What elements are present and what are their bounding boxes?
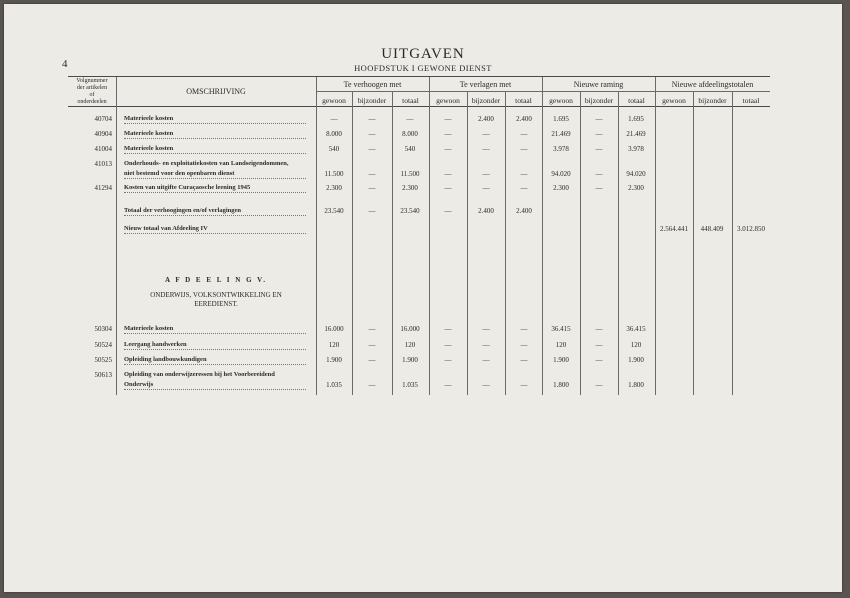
row-value: 2.300 <box>628 184 644 192</box>
row-value: — <box>368 207 376 215</box>
row-value: 1.800 <box>628 381 644 389</box>
row-value: — <box>595 341 603 349</box>
row-value: 21.469 <box>551 130 571 138</box>
row-value: — <box>482 170 490 178</box>
row-number: 41013 <box>94 160 112 168</box>
page-subtitle: HOOFDSTUK I GEWONE DIENST <box>354 63 492 73</box>
row-value: 36.415 <box>626 325 646 333</box>
row-description: Onderhouds- en exploitatiekosten van Landseigendommen, <box>124 160 289 167</box>
page-number: 4 <box>62 58 68 70</box>
row-value: — <box>444 341 452 349</box>
row-value: 23.540 <box>400 207 420 215</box>
row-value: 1.695 <box>628 115 644 123</box>
subcol-totaal: totaal <box>515 96 532 105</box>
row-value: — <box>595 356 603 364</box>
row-value: 23.540 <box>324 207 344 215</box>
row-description: Onderwijs <box>124 381 154 388</box>
row-value: 94.020 <box>626 170 646 178</box>
row-value: — <box>444 207 452 215</box>
subcol-bijzonder: bijzonder <box>584 96 614 105</box>
row-value: — <box>595 381 603 389</box>
row-description: Opleiding van onderwijzeressen bij het Voorbereidend <box>124 371 275 378</box>
row-number: 41294 <box>94 184 112 192</box>
header-volgnummer-line: of <box>89 92 95 98</box>
row-description: Leergang handwerken <box>124 341 187 348</box>
row-value: — <box>444 115 452 123</box>
header-nieuwe-afdeelingstotalen: Nieuwe afdeelingstotalen <box>671 80 754 89</box>
row-description-line <box>124 224 306 234</box>
row-description: Nieuw totaal van Afdeeling IV <box>124 225 208 232</box>
row-value: 3.012.850 <box>737 225 765 233</box>
row-description: Materieele kosten <box>124 145 174 152</box>
row-value: 1.900 <box>326 356 342 364</box>
row-value: — <box>368 325 376 333</box>
row-value: 1.900 <box>553 356 569 364</box>
row-description-line <box>124 340 306 350</box>
row-value: — <box>520 381 528 389</box>
row-value: 2.300 <box>326 184 342 192</box>
row-value: 1.900 <box>402 356 418 364</box>
row-description-line <box>124 324 306 334</box>
header-omschrijving: OMSCHRIJVING <box>186 87 246 96</box>
header-volgnummer <box>68 78 116 106</box>
subcol-bijzonder: bijzonder <box>471 96 501 105</box>
row-value: 2.400 <box>478 207 494 215</box>
row-value: — <box>368 115 376 123</box>
row-description-line <box>124 206 306 216</box>
row-value: — <box>482 341 490 349</box>
row-value: 448.409 <box>700 225 724 233</box>
row-value: 120 <box>404 341 416 349</box>
row-value: — <box>520 145 528 153</box>
subcol-gewoon: gewoon <box>322 96 346 105</box>
section-line-1: ONDERWIJS, VOLKSONTWIKKELING EN <box>150 291 282 299</box>
row-value: — <box>595 325 603 333</box>
row-value: — <box>595 184 603 192</box>
row-value: — <box>368 381 376 389</box>
col-rule <box>693 91 694 395</box>
section-title: A F D E E L I N G V. <box>164 276 268 284</box>
col-rule <box>732 91 733 395</box>
row-value: — <box>444 325 452 333</box>
row-value: — <box>444 130 452 138</box>
row-description-line <box>124 370 306 380</box>
row-description: niet bestemd voor den openbaren dienst <box>124 170 235 177</box>
row-description-line <box>124 169 306 179</box>
section-line-2: EEREDIENST. <box>194 300 238 308</box>
row-value: 36.415 <box>551 325 571 333</box>
row-description: Materieele kosten <box>124 115 174 122</box>
row-value: — <box>482 381 490 389</box>
row-value: — <box>368 184 376 192</box>
row-value: — <box>482 356 490 364</box>
subcol-totaal: totaal <box>402 96 419 105</box>
header-nieuwe-raming: Nieuwe raming <box>573 80 624 89</box>
row-description: Materieele kosten <box>124 130 174 137</box>
row-value: 2.400 <box>478 115 494 123</box>
subcol-totaal: totaal <box>628 96 645 105</box>
header-bottom-rule <box>68 106 770 107</box>
row-number: 40704 <box>94 115 112 123</box>
row-number: 41004 <box>94 145 112 153</box>
row-description-line <box>124 129 306 139</box>
row-value: 1.900 <box>628 356 644 364</box>
row-value: 120 <box>328 341 340 349</box>
row-value: 11.500 <box>400 170 420 178</box>
row-value: — <box>368 130 376 138</box>
row-value: — <box>595 145 603 153</box>
row-value: 2.300 <box>402 184 418 192</box>
row-value: 16.000 <box>400 325 420 333</box>
row-value: 1.695 <box>553 115 569 123</box>
subcol-totaal: totaal <box>742 96 760 105</box>
row-value: — <box>595 115 603 123</box>
row-value: 16.000 <box>324 325 344 333</box>
subcol-gewoon: gewoon <box>662 96 686 105</box>
row-value: 1.800 <box>553 381 569 389</box>
row-value: — <box>595 170 603 178</box>
row-number: 50304 <box>94 325 112 333</box>
row-value: — <box>368 341 376 349</box>
row-description-line <box>124 159 306 169</box>
col-rule <box>116 77 117 395</box>
row-value: — <box>368 170 376 178</box>
row-value: — <box>368 145 376 153</box>
header-volgnummer-line: der artikelen <box>76 85 108 91</box>
row-description-line <box>124 144 306 154</box>
row-value: 8.000 <box>326 130 342 138</box>
row-value: — <box>368 356 376 364</box>
row-value: 2.564.441 <box>660 225 688 233</box>
row-description-line <box>124 183 306 193</box>
row-number: 50525 <box>94 356 112 364</box>
header-volgnummer-line: onderdeelen <box>77 99 107 105</box>
row-description-line <box>124 355 306 365</box>
row-value: 3.978 <box>553 145 569 153</box>
row-value: — <box>444 145 452 153</box>
row-value: — <box>444 184 452 192</box>
row-description: Kosten van uitgifte Curaçaosche leening 1945 <box>124 184 251 191</box>
row-description-line <box>124 114 306 124</box>
row-value: 8.000 <box>402 130 418 138</box>
row-value: — <box>520 325 528 333</box>
header-te-verlagen: Te verlagen met <box>459 80 512 89</box>
group-sub-rule <box>316 91 770 92</box>
row-value: — <box>482 184 490 192</box>
row-value: — <box>482 130 490 138</box>
row-value: — <box>482 325 490 333</box>
subcol-gewoon: gewoon <box>436 96 460 105</box>
row-value: 120 <box>555 341 567 349</box>
header-volgnummer-line: Volgnummer <box>76 78 108 84</box>
subcol-bijzonder: bijzonder <box>357 96 387 105</box>
row-description-line <box>124 380 306 390</box>
row-value: 3.978 <box>628 145 644 153</box>
row-value: — <box>520 341 528 349</box>
row-number: 50613 <box>94 371 112 379</box>
row-value: 1.035 <box>326 381 342 389</box>
subcol-gewoon: gewoon <box>549 96 573 105</box>
row-number: 50524 <box>94 341 112 349</box>
document-page <box>4 4 842 592</box>
header-te-verhoogen: Te verhoogen met <box>343 80 402 89</box>
row-value: — <box>444 381 452 389</box>
row-value: 120 <box>630 341 642 349</box>
row-description: Totaal der verhoogingen en/of verlagingen <box>124 207 241 214</box>
row-value: — <box>330 115 338 123</box>
row-value: — <box>406 115 414 123</box>
row-value: 94.020 <box>551 170 571 178</box>
row-value: — <box>520 184 528 192</box>
row-value: 11.500 <box>324 170 344 178</box>
row-value: 2.400 <box>516 207 532 215</box>
row-description: Opleiding landbouwkundigen <box>124 356 207 363</box>
row-value: 540 <box>328 145 340 153</box>
row-value: 21.469 <box>626 130 646 138</box>
row-number: 40904 <box>94 130 112 138</box>
row-value: — <box>520 130 528 138</box>
page-title: UITGAVEN <box>381 46 465 62</box>
row-value: 1.035 <box>402 381 418 389</box>
row-value: 540 <box>404 145 416 153</box>
subcol-bijzonder: bijzonder <box>698 96 727 105</box>
table-top-rule <box>68 76 770 77</box>
row-value: — <box>595 130 603 138</box>
row-value: 2.400 <box>516 115 532 123</box>
row-value: — <box>444 170 452 178</box>
row-value: — <box>520 356 528 364</box>
row-value: — <box>482 145 490 153</box>
row-description: Materieele kosten <box>124 325 174 332</box>
row-value: 2.300 <box>553 184 569 192</box>
row-value: — <box>444 356 452 364</box>
row-value: — <box>520 170 528 178</box>
